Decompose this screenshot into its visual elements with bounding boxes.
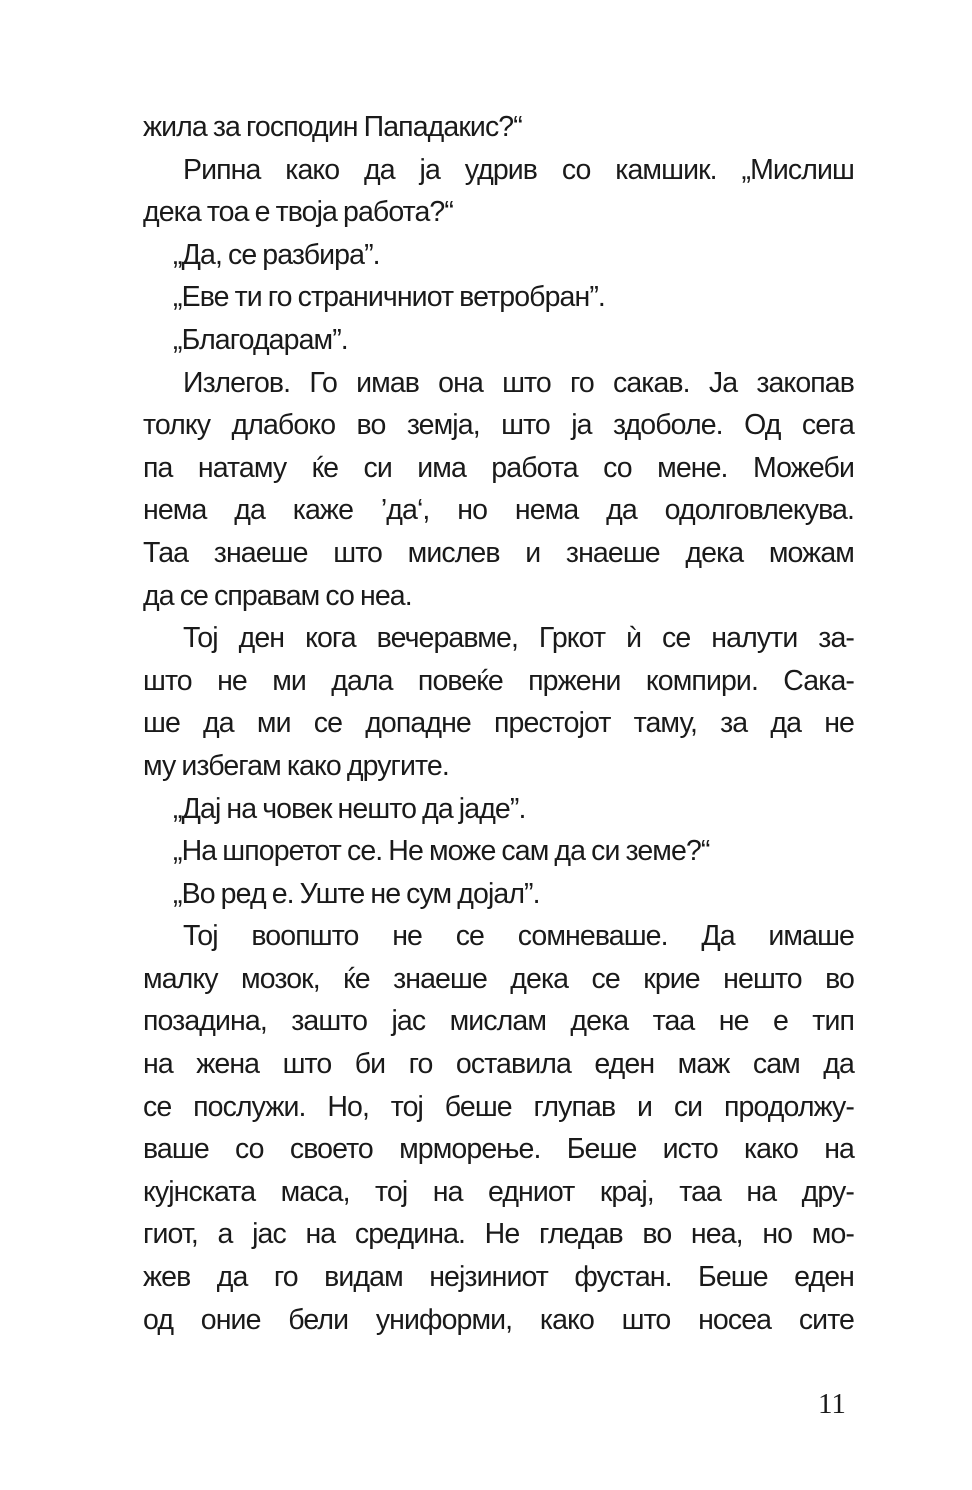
text-line: „Еве ти го страничниот ветробран”.	[173, 281, 605, 314]
page-number: 11	[818, 1388, 846, 1420]
text-line: Излегов. Го имав она што го сакав. Ја закопав	[183, 366, 854, 399]
text-line: малку мозок, ќе знаеше дека се крие нешто во	[143, 962, 854, 995]
text-line: толку длабоко во земја, што ја здоболе. Од сега	[143, 409, 854, 442]
text-line: „Дај на човек нешто да јаде”.	[173, 792, 526, 825]
text-line: од оние бели униформи, како што носеа сите	[143, 1303, 854, 1336]
text-line: Тој ден кога вечеравме, Гркот ѝ се налути за-	[183, 622, 854, 655]
text-line: кујнската маса, тој на едниот крај, таа на дру-	[143, 1175, 854, 1208]
text-line: Рипна како да ја удрив со камшик. „Мислиш	[183, 153, 854, 186]
text-line: Таа знаеше што мислев и знаеше дека можам	[143, 536, 854, 569]
body-text	[143, 106, 854, 1341]
text-line: жев да го видам нејзиниот фустан. Беше еден	[143, 1261, 854, 1294]
text-line: Тој воопшто не се сомневаше. Да имаше	[183, 920, 854, 953]
text-line: жила за господин Пападакис?“	[143, 111, 522, 143]
text-line: што не ми дала повеќе пржени компири. Сака-	[143, 664, 854, 697]
text-line: па натаму ќе си има работа со мене. Можеби	[143, 451, 854, 484]
text-line: гиот, а јас на средина. Не гледав во неа, но мо-	[143, 1218, 854, 1251]
text-line: „Благодарам”.	[173, 323, 348, 356]
text-line: му избегам како другите.	[143, 749, 449, 782]
text-line: „На шпоретот се. Не може сам да си земе?“	[173, 835, 710, 868]
text-line: да се справам со неа.	[143, 579, 412, 612]
text-line: нема да каже ’да‘, но нема да одолговлекува.	[143, 494, 854, 527]
text-line: ше да ми се допадне престојот таму, за да не	[143, 707, 854, 740]
text-line: позадина, зашто јас мислам дека таа не е тип	[143, 1005, 854, 1038]
text-line: на жена што би го оставила еден маж сам да	[143, 1048, 854, 1081]
text-line: ваше со своето мрморење. Беше исто како на	[143, 1133, 854, 1166]
text-line: „Во ред е. Уште не сум дојал”.	[173, 877, 540, 910]
text-line: дека тоа е твоја работа?“	[143, 196, 453, 229]
text-line: „Да, се разбира”.	[173, 238, 380, 271]
text-line: се послужи. Но, тој беше глупав и си продолжу-	[143, 1090, 854, 1123]
